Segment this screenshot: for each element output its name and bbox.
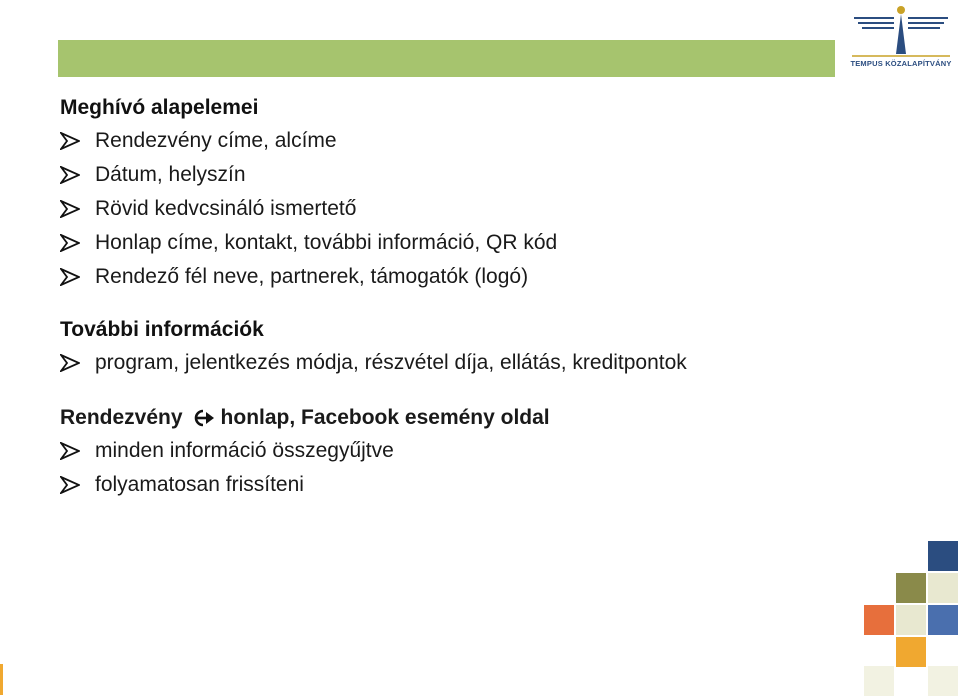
arrow-bullet-icon (60, 166, 80, 184)
tempus-logo (848, 4, 954, 70)
decor-square (928, 541, 958, 571)
list-item-text: Honlap címe, kontakt, további információ, QR kód (95, 231, 558, 254)
arrow-bullet-icon (60, 476, 80, 494)
list-item (60, 158, 880, 192)
arrow-bullet-icon (60, 268, 80, 286)
arrow-bullet-icon (60, 354, 80, 372)
tempus-emblem-icon (848, 4, 954, 60)
list-item (60, 226, 880, 260)
list-item-text: minden információ összegyűjtve (95, 439, 394, 462)
arrow-bullet-icon (60, 442, 80, 460)
section-heading-more: További információk (60, 318, 264, 341)
list-item (60, 468, 880, 502)
section-heading-event (60, 402, 880, 434)
logo-text: TEMPUS KÖZALAPÍTVÁNY (850, 59, 952, 68)
decor-square (864, 605, 894, 635)
heading-event-left: Rendezvény (60, 406, 183, 429)
arrow-bullet-icon (60, 132, 80, 150)
decor-square (896, 605, 926, 635)
list-item (60, 434, 880, 468)
list-item-text: Rendező fél neve, partnerek, támogatók (logó) (95, 265, 529, 288)
arrow-bullet-icon (60, 234, 80, 252)
heading-event-right: honlap, Facebook esemény oldal (220, 406, 550, 429)
spacer (60, 294, 880, 314)
section-heading-basics: Meghívó alapelemei (60, 96, 259, 119)
list-item (60, 124, 880, 158)
list-item-text: folyamatosan frissíteni (95, 473, 304, 496)
list-item-text: Rövid kedvcsináló ismertető (95, 197, 357, 220)
arrow-bullet-icon (60, 200, 80, 218)
decor-square (864, 666, 894, 696)
header-green-bar (58, 40, 835, 77)
decor-square (928, 666, 958, 696)
spacer (60, 380, 880, 402)
left-accent-bar (0, 664, 3, 695)
list-item (60, 346, 880, 380)
list-item-text: Dátum, helyszín (95, 163, 246, 186)
circled-arrow-icon (189, 408, 215, 428)
list-item (60, 192, 880, 226)
list-item-text: program, jelentkezés módja, részvétel díja, ellátás, kreditpontok (95, 351, 687, 374)
slide-content (60, 92, 880, 502)
decor-square (896, 573, 926, 603)
decor-square (896, 637, 926, 667)
list-item (60, 260, 880, 294)
list-item-text: Rendezvény címe, alcíme (95, 129, 337, 152)
decor-square (928, 573, 958, 603)
decor-square (928, 605, 958, 635)
